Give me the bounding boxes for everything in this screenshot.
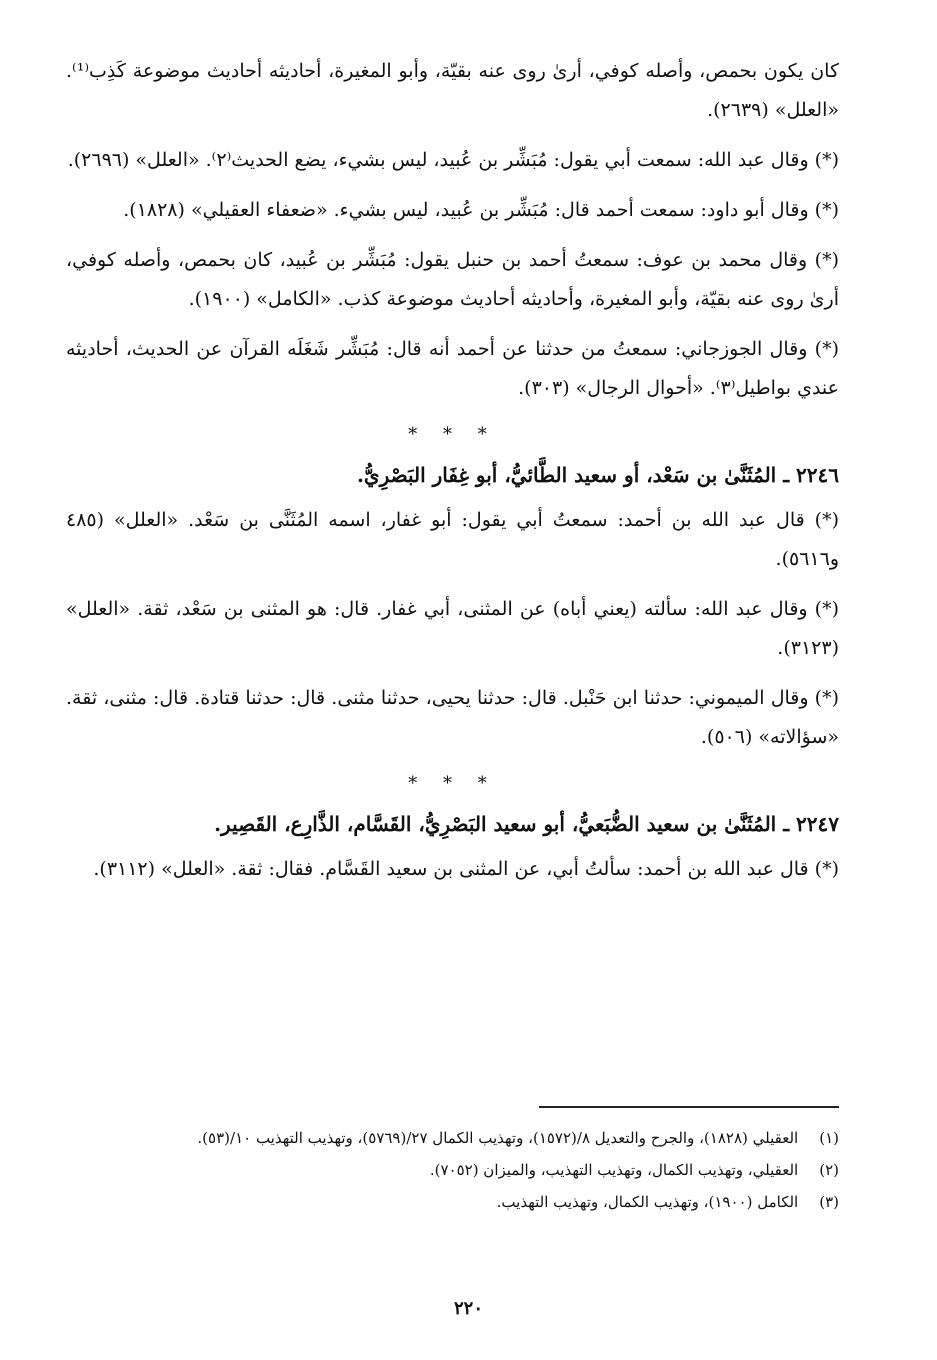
footnote-number: (٣) (819, 1193, 839, 1211)
paragraph: (*) وقال عبد الله: سألته (يعني أباه) عن المثنى، أبي غفار. قال: هو المثنى بن سَعْد، ثقة. «العلل» (٣١٢٣). (66, 598, 839, 659)
footnote-text: العقيلي (١٨٢٨)، والجرح والتعديل ٨/(١٥٧٢)، وتهذيب الكمال ٢٧/(٥٧٦٩)، وتهذيب التهذيب ١٠/(٥٣). (197, 1129, 799, 1147)
footnote (66, 1188, 839, 1216)
paragraph: (*) قال عبد الله بن أحمد: سمعتُ أبي يقول: أبو غفار، اسمه المُثَنَّى بن سَعْد. «العلل» (٤٨٥ و٥٦١٦). (66, 509, 839, 570)
footnote-text: العقيلي، وتهذيب الكمال، وتهذيب التهذيب، والميزان (٧٠٥٢). (429, 1161, 799, 1179)
paragraph: (*) وقال محمد بن عوف: سمعتُ أحمد بن حنبل يقول: مُبَشِّر بن عُبيد، كان بحمص، وأصله كوفي، أرىٰ روى عنه بقيّة، وأبو المغيرة، وأحاديثه أحاديث موضوعة كذب. «الكامل» (١٩٠٠). (66, 249, 839, 310)
page-number: ٢٢٠ (453, 1298, 483, 1319)
footnote-number: (١) (819, 1129, 839, 1147)
footnote (66, 1156, 839, 1184)
footnote-text: الكامل (١٩٠٠)، وتهذيب الكمال، وتهذيب التهذيب. (496, 1193, 799, 1211)
footnotes (66, 1124, 839, 1220)
paragraph: (*) وقال عبد الله: سمعت أبي يقول: مُبَشِّر بن عُبيد، ليس بشيء، يضع الحديث⁽٢⁾. «العلل» (٢٦٩٦). (67, 149, 839, 171)
paragraph: (*) وقال الجوزجاني: سمعتُ من حدثنا عن أحمد أنه قال: مُبَشِّر شَغَلَه القرآن عن الحديث، أحاديثه عندي بواطيل⁽٣⁾. «أحوال الرجال» (٣٠٣). (66, 338, 839, 399)
entry-heading: ٢٢٤٧ ـ المُثَنَّىٰ بن سعيد الضُّبَعيُّ، أبو سعيد البَصْرِيُّ، القَسَّام، الذَّارِع، القَصِير. (214, 812, 839, 836)
footnote (66, 1124, 839, 1152)
paragraph: (*) وقال الميموني: حدثنا ابن حَنْبل. قال: حدثنا يحيى، حدثنا مثنى. قال: حدثنا قتادة. قال: مثنى، ثقة. «سؤالاته» (٥٠٦). (66, 687, 839, 748)
section-separator: * * * (408, 773, 497, 794)
paragraph: (*) وقال أبو داود: سمعت أحمد قال: مُبَشِّر بن عُبيد، ليس بشيء. «ضعفاء العقيلي» (١٨٢٨). (123, 199, 839, 221)
section-separator: * * * (408, 424, 497, 445)
footnote-divider (539, 1106, 839, 1108)
paragraph: كان يكون بحمص، وأصله كوفي، أرىٰ روى عنه بقيّة، وأبو المغيرة، أحاديثه أحاديث موضوعة كَذِب⁽¹⁾. «العلل» (٢٦٣٩). (66, 60, 839, 121)
paragraph: (*) قال عبد الله بن أحمد: سألتُ أبي، عن المثنى بن سعيد القَسَّام. فقال: ثقة. «العلل» (٣١١٢). (93, 858, 839, 880)
footnote-number: (٢) (819, 1161, 839, 1179)
entry-heading: ٢٢٤٦ ـ المُثَنَّىٰ بن سَعْد، أو سعيد الطَّائيُّ، أبو غِفَار البَصْرِيُّ. (356, 463, 839, 487)
